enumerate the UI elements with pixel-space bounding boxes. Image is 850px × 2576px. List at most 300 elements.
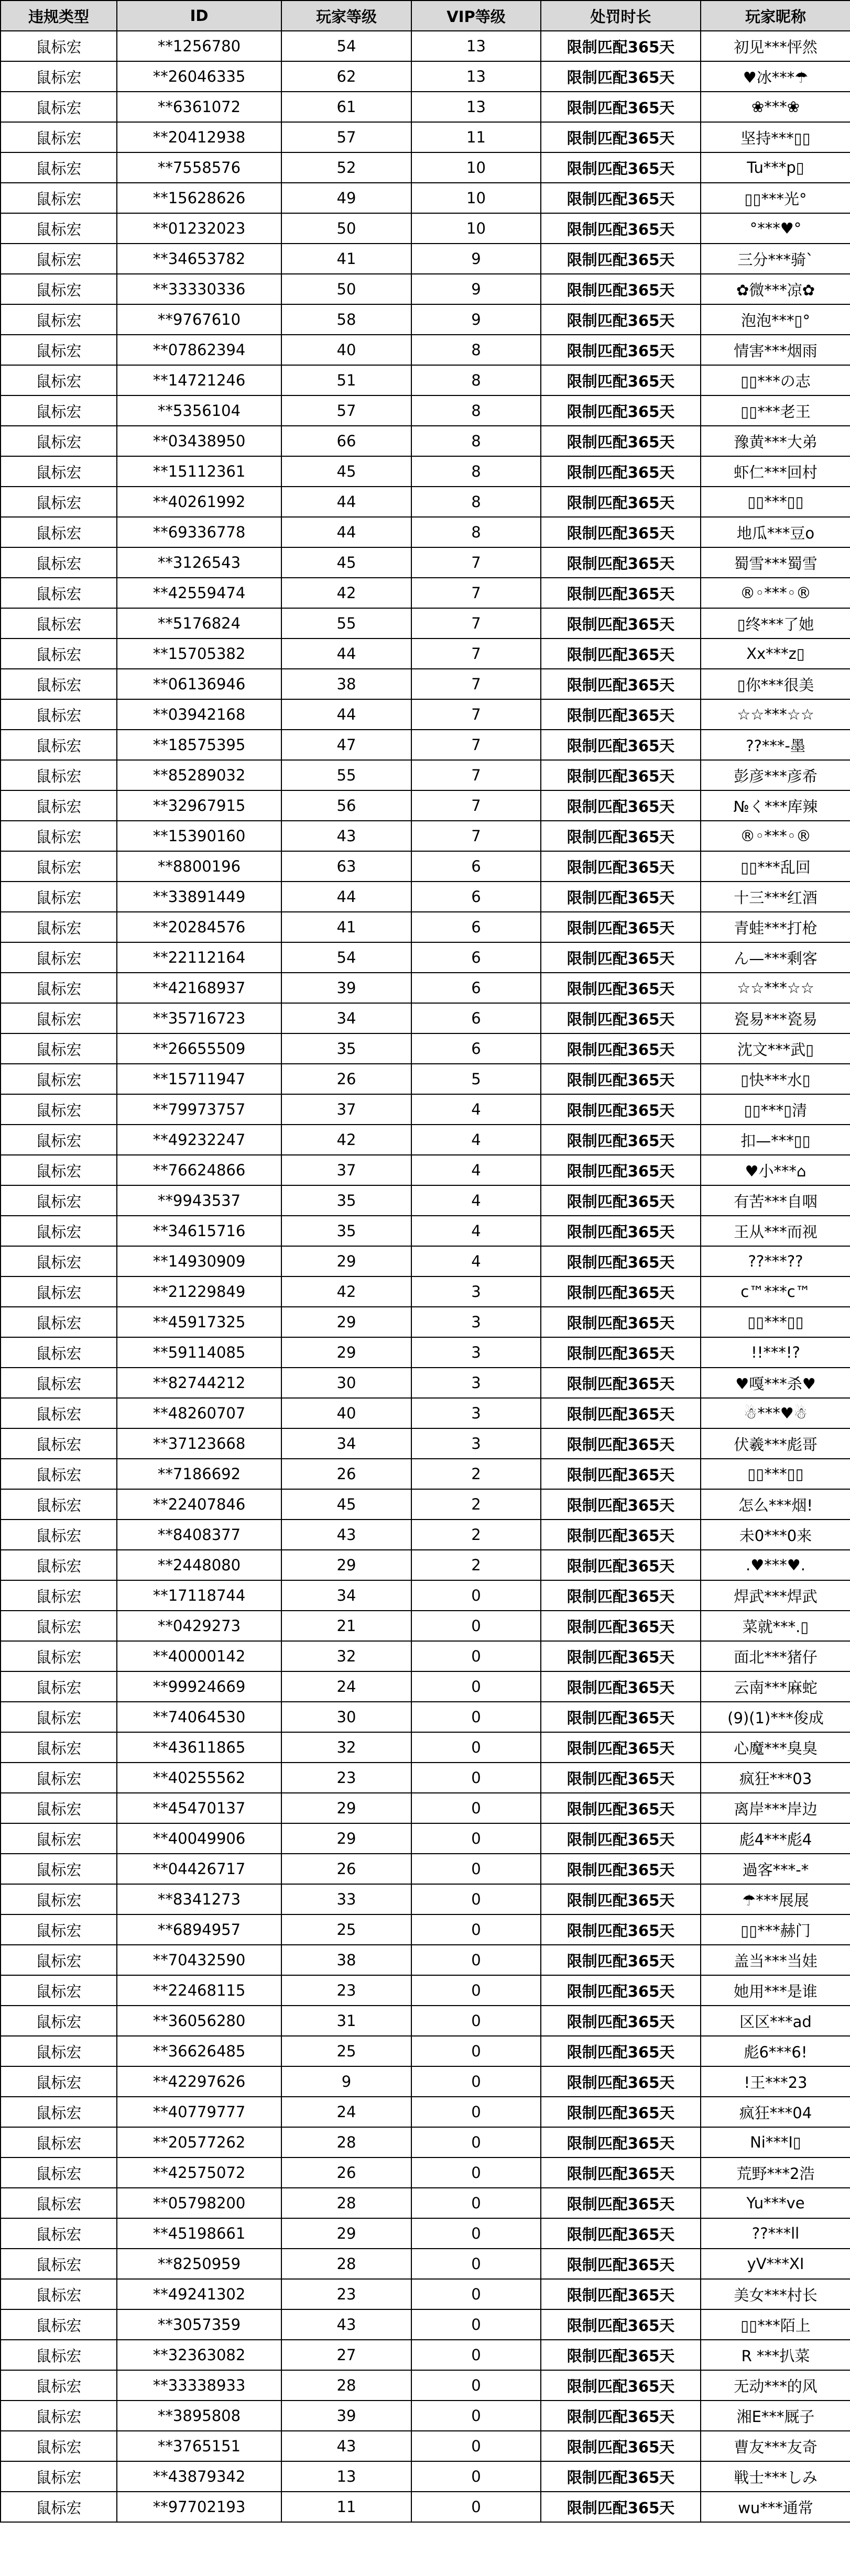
cell-violation-type: 鼠标宏: [1, 639, 117, 669]
header-vip-level: VIP等级: [411, 1, 541, 31]
table-row: [1, 183, 850, 213]
cell-violation-type: 鼠标宏: [1, 2309, 117, 2340]
cell-vip-level: 13: [411, 61, 541, 92]
cell-vip-level: 2: [411, 1489, 541, 1520]
table-row: [1, 1216, 850, 1246]
cell-player-level: 26: [281, 2157, 411, 2188]
cell-player-nickname: ん—***剩客: [701, 942, 850, 973]
cell-player-level: 13: [281, 2461, 411, 2492]
table-row: [1, 1702, 850, 1732]
cell-player-nickname: Yu***ve: [701, 2188, 850, 2218]
cell-vip-level: 0: [411, 2309, 541, 2340]
cell-player-nickname: ☆☆***☆☆: [701, 973, 850, 1003]
cell-player-id: **1256780: [117, 31, 281, 61]
cell-player-id: **05798200: [117, 2188, 281, 2218]
cell-player-id: **0429273: [117, 1611, 281, 1641]
cell-player-nickname: 十三***红酒: [701, 882, 850, 912]
cell-player-nickname: 区区***ad: [701, 2006, 850, 2036]
table-row: [1, 1732, 850, 1763]
cell-penalty-duration: 限制匹配365天: [541, 1823, 701, 1854]
cell-player-id: **74064530: [117, 1702, 281, 1732]
cell-player-id: **35716723: [117, 1003, 281, 1033]
cell-player-nickname: 地瓜***豆o: [701, 517, 850, 547]
cell-violation-type: 鼠标宏: [1, 1155, 117, 1185]
table-row: [1, 2218, 850, 2249]
header-player-nickname: 玩家昵称: [701, 1, 850, 31]
cell-penalty-duration: 限制匹配365天: [541, 821, 701, 851]
cell-player-level: 40: [281, 1398, 411, 1428]
cell-vip-level: 6: [411, 1033, 541, 1064]
table-row: [1, 1276, 850, 1307]
cell-penalty-duration: 限制匹配365天: [541, 2340, 701, 2370]
cell-player-level: 38: [281, 1945, 411, 1975]
cell-penalty-duration: 限制匹配365天: [541, 1793, 701, 1823]
cell-violation-type: 鼠标宏: [1, 1125, 117, 1155]
cell-player-level: 57: [281, 122, 411, 152]
cell-player-nickname: 疯狂***03: [701, 1763, 850, 1793]
cell-player-nickname: 菜就***.▯: [701, 1611, 850, 1641]
table-row: [1, 578, 850, 608]
cell-player-level: 29: [281, 2218, 411, 2249]
table-row: [1, 92, 850, 122]
cell-player-nickname: 怎么***烟!: [701, 1489, 850, 1520]
cell-player-level: 42: [281, 1125, 411, 1155]
cell-penalty-duration: 限制匹配365天: [541, 1854, 701, 1884]
cell-player-level: 25: [281, 1914, 411, 1945]
cell-player-nickname: ??***ll: [701, 2218, 850, 2249]
cell-player-id: **14930909: [117, 1246, 281, 1276]
cell-penalty-duration: 限制匹配365天: [541, 1520, 701, 1550]
cell-vip-level: 0: [411, 1975, 541, 2006]
cell-violation-type: 鼠标宏: [1, 1185, 117, 1216]
header-player-level: 玩家等级: [281, 1, 411, 31]
cell-vip-level: 8: [411, 487, 541, 517]
cell-player-level: 44: [281, 699, 411, 730]
cell-penalty-duration: 限制匹配365天: [541, 304, 701, 335]
cell-player-nickname: ♥小***⌂: [701, 1155, 850, 1185]
cell-player-level: 49: [281, 183, 411, 213]
cell-penalty-duration: 限制匹配365天: [541, 1216, 701, 1246]
cell-violation-type: 鼠标宏: [1, 2218, 117, 2249]
cell-vip-level: 0: [411, 1854, 541, 1884]
cell-player-nickname: ☃***♥☃: [701, 1398, 850, 1428]
cell-player-nickname: 情害***烟雨: [701, 335, 850, 365]
cell-player-id: **20412938: [117, 122, 281, 152]
cell-player-level: 31: [281, 2006, 411, 2036]
cell-player-level: 27: [281, 2340, 411, 2370]
cell-player-level: 38: [281, 669, 411, 699]
table-row: [1, 1398, 850, 1428]
table-row: [1, 2309, 850, 2340]
cell-penalty-duration: 限制匹配365天: [541, 1641, 701, 1671]
cell-vip-level: 7: [411, 821, 541, 851]
cell-violation-type: 鼠标宏: [1, 304, 117, 335]
cell-violation-type: 鼠标宏: [1, 244, 117, 274]
cell-player-nickname: 荒野***2浩: [701, 2157, 850, 2188]
cell-player-id: **33330336: [117, 274, 281, 304]
cell-player-id: **7558576: [117, 152, 281, 183]
cell-vip-level: 6: [411, 851, 541, 882]
cell-player-id: **8800196: [117, 851, 281, 882]
cell-vip-level: 0: [411, 2401, 541, 2431]
cell-player-nickname: 扣—***▯▯: [701, 1125, 850, 1155]
cell-vip-level: 0: [411, 2188, 541, 2218]
cell-vip-level: 8: [411, 426, 541, 456]
cell-penalty-duration: 限制匹配365天: [541, 1580, 701, 1611]
cell-player-id: **14721246: [117, 365, 281, 395]
cell-penalty-duration: 限制匹配365天: [541, 1914, 701, 1945]
cell-player-level: 41: [281, 244, 411, 274]
table-row: [1, 122, 850, 152]
cell-violation-type: 鼠标宏: [1, 1975, 117, 2006]
cell-player-level: 55: [281, 608, 411, 639]
cell-player-level: 57: [281, 395, 411, 426]
cell-player-id: **3126543: [117, 547, 281, 578]
cell-player-id: **8341273: [117, 1884, 281, 1914]
cell-player-id: **15628626: [117, 183, 281, 213]
cell-penalty-duration: 限制匹配365天: [541, 547, 701, 578]
cell-violation-type: 鼠标宏: [1, 183, 117, 213]
cell-violation-type: 鼠标宏: [1, 1580, 117, 1611]
cell-vip-level: 3: [411, 1307, 541, 1337]
cell-player-id: **17118744: [117, 1580, 281, 1611]
cell-penalty-duration: 限制匹配365天: [541, 1671, 701, 1702]
table-row: [1, 1550, 850, 1580]
cell-vip-level: 3: [411, 1368, 541, 1398]
cell-player-nickname: ❀***❀: [701, 92, 850, 122]
cell-penalty-duration: 限制匹配365天: [541, 882, 701, 912]
table-row: [1, 31, 850, 61]
cell-player-id: **45917325: [117, 1307, 281, 1337]
cell-penalty-duration: 限制匹配365天: [541, 152, 701, 183]
header-player-id: ID: [117, 1, 281, 31]
cell-player-level: 29: [281, 1246, 411, 1276]
cell-penalty-duration: 限制匹配365天: [541, 608, 701, 639]
cell-player-nickname: wu***通常: [701, 2492, 850, 2522]
cell-penalty-duration: 限制匹配365天: [541, 1094, 701, 1125]
cell-player-nickname: 彪4***彪4: [701, 1823, 850, 1854]
cell-player-nickname: yV***XI: [701, 2249, 850, 2279]
cell-vip-level: 7: [411, 608, 541, 639]
cell-player-id: **04426717: [117, 1854, 281, 1884]
cell-vip-level: 0: [411, 1763, 541, 1793]
cell-vip-level: 7: [411, 578, 541, 608]
cell-player-nickname: ▯▯***陌上: [701, 2309, 850, 2340]
cell-vip-level: 0: [411, 2036, 541, 2066]
cell-player-level: 39: [281, 973, 411, 1003]
cell-player-nickname: 曹友***友奇: [701, 2431, 850, 2461]
cell-violation-type: 鼠标宏: [1, 1489, 117, 1520]
cell-vip-level: 0: [411, 1793, 541, 1823]
table-row: [1, 2401, 850, 2431]
cell-penalty-duration: 限制匹配365天: [541, 790, 701, 821]
cell-player-id: **6361072: [117, 92, 281, 122]
table-row: [1, 1823, 850, 1854]
cell-player-level: 28: [281, 2127, 411, 2157]
cell-vip-level: 0: [411, 1732, 541, 1763]
table-row: [1, 365, 850, 395]
cell-player-nickname: 伏羲***彪哥: [701, 1428, 850, 1459]
cell-player-level: 41: [281, 912, 411, 942]
cell-violation-type: 鼠标宏: [1, 699, 117, 730]
cell-violation-type: 鼠标宏: [1, 2279, 117, 2309]
cell-vip-level: 0: [411, 1611, 541, 1641]
cell-penalty-duration: 限制匹配365天: [541, 335, 701, 365]
cell-vip-level: 0: [411, 1823, 541, 1854]
cell-player-id: **3895808: [117, 2401, 281, 2431]
cell-player-nickname: 湘E***厩子: [701, 2401, 850, 2431]
cell-violation-type: 鼠标宏: [1, 1003, 117, 1033]
cell-vip-level: 7: [411, 790, 541, 821]
table-row: [1, 2370, 850, 2401]
cell-player-id: **36626485: [117, 2036, 281, 2066]
cell-player-nickname: ▯快***水▯: [701, 1064, 850, 1094]
cell-vip-level: 6: [411, 973, 541, 1003]
cell-penalty-duration: 限制匹配365天: [541, 639, 701, 669]
cell-violation-type: 鼠标宏: [1, 456, 117, 487]
cell-vip-level: 8: [411, 335, 541, 365]
cell-violation-type: 鼠标宏: [1, 1702, 117, 1732]
cell-violation-type: 鼠标宏: [1, 1398, 117, 1428]
cell-player-level: 35: [281, 1185, 411, 1216]
cell-player-id: **3057359: [117, 2309, 281, 2340]
cell-player-id: **7186692: [117, 1459, 281, 1489]
cell-violation-type: 鼠标宏: [1, 2066, 117, 2097]
table-row: [1, 821, 850, 851]
cell-violation-type: 鼠标宏: [1, 31, 117, 61]
cell-penalty-duration: 限制匹配365天: [541, 2249, 701, 2279]
cell-penalty-duration: 限制匹配365天: [541, 213, 701, 244]
cell-player-nickname: ▯▯***乱回: [701, 851, 850, 882]
cell-violation-type: 鼠标宏: [1, 426, 117, 456]
cell-player-nickname: 疯狂***04: [701, 2097, 850, 2127]
cell-player-level: 24: [281, 1671, 411, 1702]
cell-player-id: **76624866: [117, 1155, 281, 1185]
cell-player-id: **3765151: [117, 2431, 281, 2461]
cell-player-nickname: 心魔***臭臭: [701, 1732, 850, 1763]
cell-vip-level: 0: [411, 2127, 541, 2157]
cell-vip-level: 0: [411, 2431, 541, 2461]
cell-violation-type: 鼠标宏: [1, 851, 117, 882]
cell-penalty-duration: 限制匹配365天: [541, 1033, 701, 1064]
table-row: [1, 1580, 850, 1611]
cell-player-id: **9943537: [117, 1185, 281, 1216]
cell-player-nickname: 她用***是谁: [701, 1975, 850, 2006]
cell-vip-level: 0: [411, 1641, 541, 1671]
table-row: [1, 395, 850, 426]
cell-player-id: **42575072: [117, 2157, 281, 2188]
cell-vip-level: 6: [411, 912, 541, 942]
cell-violation-type: 鼠标宏: [1, 2370, 117, 2401]
cell-violation-type: 鼠标宏: [1, 669, 117, 699]
cell-player-nickname: 彭彦***彦希: [701, 760, 850, 790]
cell-violation-type: 鼠标宏: [1, 1459, 117, 1489]
cell-penalty-duration: 限制匹配365天: [541, 2066, 701, 2097]
cell-player-nickname: 青蛙***打枪: [701, 912, 850, 942]
cell-violation-type: 鼠标宏: [1, 2431, 117, 2461]
cell-penalty-duration: 限制匹配365天: [541, 1428, 701, 1459]
cell-player-nickname: ▯▯***▯▯: [701, 1459, 850, 1489]
cell-player-level: 61: [281, 92, 411, 122]
cell-vip-level: 8: [411, 395, 541, 426]
cell-player-level: 34: [281, 1003, 411, 1033]
cell-player-level: 32: [281, 1641, 411, 1671]
cell-player-nickname: ▯▯***▯▯: [701, 1307, 850, 1337]
cell-violation-type: 鼠标宏: [1, 2249, 117, 2279]
cell-violation-type: 鼠标宏: [1, 1793, 117, 1823]
cell-vip-level: 0: [411, 1884, 541, 1914]
cell-violation-type: 鼠标宏: [1, 2401, 117, 2431]
cell-penalty-duration: 限制匹配365天: [541, 31, 701, 61]
cell-player-id: **2448080: [117, 1550, 281, 1580]
cell-player-id: **79973757: [117, 1094, 281, 1125]
cell-player-id: **42168937: [117, 973, 281, 1003]
cell-player-id: **15705382: [117, 639, 281, 669]
cell-player-nickname: 美女***村长: [701, 2279, 850, 2309]
cell-player-nickname: 离岸***岸边: [701, 1793, 850, 1823]
cell-violation-type: 鼠标宏: [1, 365, 117, 395]
cell-player-nickname: ☆☆***☆☆: [701, 699, 850, 730]
cell-penalty-duration: 限制匹配365天: [541, 2218, 701, 2249]
table-row: [1, 1793, 850, 1823]
cell-player-id: **42559474: [117, 578, 281, 608]
cell-player-nickname: !!***!?: [701, 1337, 850, 1368]
cell-player-level: 43: [281, 821, 411, 851]
cell-player-nickname: 沈文***武▯: [701, 1033, 850, 1064]
table-header-row: [1, 1, 850, 31]
cell-player-level: 26: [281, 1064, 411, 1094]
cell-player-nickname: ♥嘎***杀♥: [701, 1368, 850, 1398]
cell-player-id: **48260707: [117, 1398, 281, 1428]
cell-player-level: 45: [281, 456, 411, 487]
cell-vip-level: 7: [411, 760, 541, 790]
cell-violation-type: 鼠标宏: [1, 608, 117, 639]
cell-violation-type: 鼠标宏: [1, 1337, 117, 1368]
cell-violation-type: 鼠标宏: [1, 821, 117, 851]
cell-violation-type: 鼠标宏: [1, 1671, 117, 1702]
cell-player-level: 44: [281, 882, 411, 912]
cell-violation-type: 鼠标宏: [1, 2340, 117, 2370]
cell-player-id: **22407846: [117, 1489, 281, 1520]
table-row: [1, 1975, 850, 2006]
cell-penalty-duration: 限制匹配365天: [541, 122, 701, 152]
cell-player-level: 54: [281, 942, 411, 973]
cell-player-id: **8408377: [117, 1520, 281, 1550]
table-row: [1, 456, 850, 487]
cell-penalty-duration: 限制匹配365天: [541, 2401, 701, 2431]
cell-vip-level: 3: [411, 1428, 541, 1459]
cell-penalty-duration: 限制匹配365天: [541, 2279, 701, 2309]
cell-player-id: **33891449: [117, 882, 281, 912]
cell-violation-type: 鼠标宏: [1, 1368, 117, 1398]
table-row: [1, 699, 850, 730]
cell-player-nickname: 過客***-*: [701, 1854, 850, 1884]
cell-player-id: **49241302: [117, 2279, 281, 2309]
cell-player-id: **37123668: [117, 1428, 281, 1459]
cell-violation-type: 鼠标宏: [1, 1823, 117, 1854]
cell-vip-level: 4: [411, 1246, 541, 1276]
cell-violation-type: 鼠标宏: [1, 1246, 117, 1276]
cell-penalty-duration: 限制匹配365天: [541, 2431, 701, 2461]
table-row: [1, 1914, 850, 1945]
cell-player-nickname: 戦士***しみ: [701, 2461, 850, 2492]
table-row: [1, 912, 850, 942]
table-row: [1, 61, 850, 92]
cell-violation-type: 鼠标宏: [1, 912, 117, 942]
cell-player-id: **40000142: [117, 1641, 281, 1671]
cell-player-id: **99924669: [117, 1671, 281, 1702]
cell-penalty-duration: 限制匹配365天: [541, 1125, 701, 1155]
cell-player-id: **34653782: [117, 244, 281, 274]
cell-player-id: **40255562: [117, 1763, 281, 1793]
cell-player-nickname: .♥***♥.: [701, 1550, 850, 1580]
cell-penalty-duration: 限制匹配365天: [541, 1975, 701, 2006]
cell-player-level: 28: [281, 2249, 411, 2279]
table-row: [1, 1307, 850, 1337]
cell-player-level: 56: [281, 790, 411, 821]
table-row: [1, 851, 850, 882]
cell-player-level: 24: [281, 2097, 411, 2127]
table-row: [1, 790, 850, 821]
table-row: [1, 2036, 850, 2066]
table-row: [1, 426, 850, 456]
cell-penalty-duration: 限制匹配365天: [541, 760, 701, 790]
cell-player-nickname: 无动***的风: [701, 2370, 850, 2401]
cell-player-nickname: R ***扒菜: [701, 2340, 850, 2370]
table-row: [1, 2006, 850, 2036]
cell-penalty-duration: 限制匹配365天: [541, 1702, 701, 1732]
cell-penalty-duration: 限制匹配365天: [541, 2461, 701, 2492]
cell-player-level: 62: [281, 61, 411, 92]
cell-violation-type: 鼠标宏: [1, 1307, 117, 1337]
cell-player-nickname: ▯▯***▯清: [701, 1094, 850, 1125]
cell-player-level: 63: [281, 851, 411, 882]
cell-player-id: **5176824: [117, 608, 281, 639]
cell-player-nickname: ??***-墨: [701, 730, 850, 760]
cell-violation-type: 鼠标宏: [1, 274, 117, 304]
cell-player-nickname: 面北***猪仔: [701, 1641, 850, 1671]
cell-player-level: 34: [281, 1580, 411, 1611]
cell-vip-level: 4: [411, 1125, 541, 1155]
cell-player-nickname: 虾仁***回村: [701, 456, 850, 487]
table-body: [1, 31, 850, 2522]
cell-violation-type: 鼠标宏: [1, 1884, 117, 1914]
table-row: [1, 2157, 850, 2188]
cell-player-level: 23: [281, 1975, 411, 2006]
cell-violation-type: 鼠标宏: [1, 547, 117, 578]
cell-penalty-duration: 限制匹配365天: [541, 183, 701, 213]
cell-player-level: 26: [281, 1459, 411, 1489]
cell-player-level: 45: [281, 547, 411, 578]
cell-penalty-duration: 限制匹配365天: [541, 851, 701, 882]
table-row: [1, 1003, 850, 1033]
cell-player-id: **69336778: [117, 517, 281, 547]
cell-player-id: **18575395: [117, 730, 281, 760]
cell-player-nickname: ▯你***很美: [701, 669, 850, 699]
cell-penalty-duration: 限制匹配365天: [541, 730, 701, 760]
table-row: [1, 1854, 850, 1884]
cell-vip-level: 13: [411, 31, 541, 61]
table-row: [1, 2279, 850, 2309]
cell-vip-level: 7: [411, 547, 541, 578]
cell-vip-level: 10: [411, 152, 541, 183]
table-row: [1, 1459, 850, 1489]
cell-vip-level: 7: [411, 699, 541, 730]
cell-player-id: **01232023: [117, 213, 281, 244]
cell-player-level: 40: [281, 335, 411, 365]
cell-player-nickname: 王从***而视: [701, 1216, 850, 1246]
table-row: [1, 1489, 850, 1520]
